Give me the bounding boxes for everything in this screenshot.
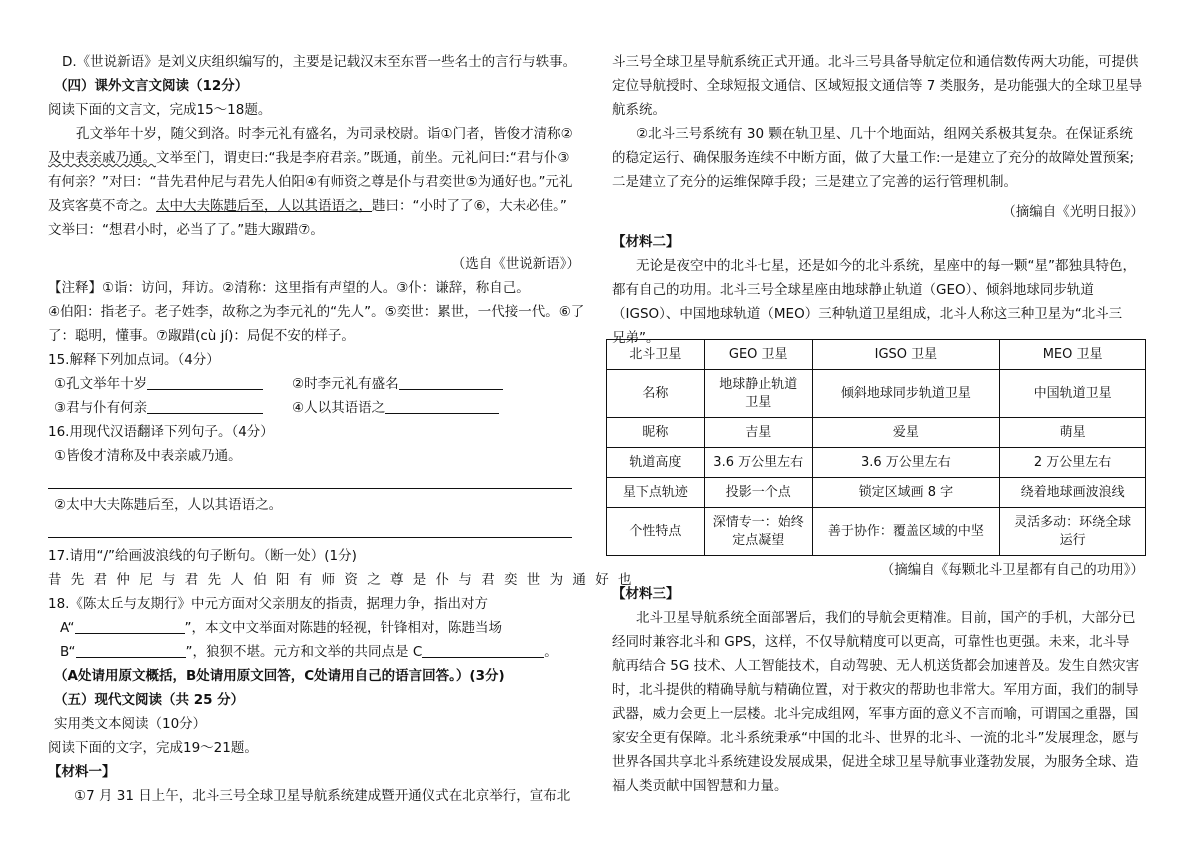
material-3-line-2: 经同时兼容北斗和 GPS，这样，不仅导航精度可以更高，可靠性也更强。未来，北斗导	[612, 634, 1130, 650]
material-1-heading: 【材料一】	[48, 764, 116, 780]
answer-blank-b[interactable]	[76, 643, 186, 658]
material-3-heading: 【材料三】	[612, 586, 680, 602]
material-3-line-1: 北斗卫星导航系统全面部署后，我们的导航会更精准。目前，国产的手机，大部分已	[636, 610, 1136, 626]
q15-row-1: ①孔文举年十岁 ②时李元礼有盛名	[48, 372, 594, 396]
table-cell: 倾斜地球同步轨道卫星	[812, 370, 1000, 418]
table-header-cell: IGSO 卫星	[812, 340, 1000, 370]
right-column-lower	[612, 558, 1152, 798]
material-1-line-3: 定位导航授时、全球短报文通信、区域短报文通信等 7 类服务，是功能强大的全球卫星导	[612, 78, 1143, 94]
material-2-line-4: 兄弟”。	[612, 330, 660, 346]
table-cell: 锁定区域画 8 字	[812, 478, 1000, 508]
answer-blank[interactable]	[399, 375, 503, 390]
passage-line-3: 有何亲？”对曰：“昔先君仲尼与君先人伯阳④有师资之尊是仆与君奕世⑤为通好也。”元礼	[48, 174, 573, 190]
notes-line-2: ④伯阳：指老子。老子姓李，故称之为李元礼的“先人”。⑤奕世：累世，一代接一代。⑥了	[48, 304, 585, 320]
table-cell: 善于协作：覆盖区域的中坚	[812, 508, 1000, 556]
material-2-line-2: 都有自己的功用。北斗三号全球星座由地球静止轨道（GEO）、倾斜地球同步轨道	[612, 282, 1094, 298]
question-16: 16.用现代汉语翻译下列句子。（4分）	[48, 424, 274, 440]
passage-source: （选自《世说新语》）	[451, 256, 580, 272]
table-header-row	[607, 340, 1146, 370]
table-cell: 3.6 万公里左右	[812, 448, 1000, 478]
table-cell: 灵活多动：环绕全球运行	[1000, 508, 1146, 556]
q18-note: （A处请用原文概括，B处请用原文回答，C处请用自己的语言回答。）(3分)	[54, 668, 505, 684]
q17-sentence: 昔先君仲尼与君先人伯阳有师资之尊是仆与君奕世为通好也	[48, 572, 641, 588]
material-1-line-4: 航系统。	[612, 102, 666, 118]
table-header-cell: GEO 卫星	[704, 340, 812, 370]
reading-intro: 阅读下面的文言文，完成15～18题。	[48, 102, 272, 118]
passage-line-1: 孔文举年十岁，随父到洛。时李元礼有盛名，为司录校尉。诣①门者，皆俊才清称②	[76, 126, 573, 142]
material-3-line-5: 武器，威力会更上一层楼。北斗完成组网，军事方面的意义不言而喻，可谓国之重器，国	[612, 706, 1139, 722]
table-cell: 2 万公里左右	[1000, 448, 1146, 478]
beidou-satellite-table	[606, 339, 1146, 556]
table-cell: 深情专一：始终定点凝望	[704, 508, 812, 556]
material-3-line-8: 福人类贡献中国智慧和力量。	[612, 778, 788, 794]
material-3-line-6: 家安全更有保障。北斗系统秉承“中国的北斗、世界的北斗、一流的北斗”发展理念，愿与	[612, 730, 1139, 746]
answer-blank-a[interactable]	[75, 619, 185, 634]
reading-intro-2: 阅读下面的文字，完成19～21题。	[48, 740, 258, 756]
table-cell: 绕着地球画波浪线	[1000, 478, 1146, 508]
table-row	[607, 418, 1146, 448]
passage-line-4: 及宾客莫不奇之。太中大夫陈韪后至，人以其语语之，韪曰：“小时了了⑥，大未必佳。”	[48, 198, 567, 214]
underlined-sentence: 太中大夫陈韪后至，人以其语语之，	[156, 198, 372, 214]
right-column	[612, 50, 1152, 350]
q16-sentence-2: ②太中大夫陈韪后至，人以其语语之。	[54, 497, 283, 513]
table-cell: 地球静止轨道卫星	[704, 370, 812, 418]
passage-line-2: 及中表亲戚乃通。文举至门，谓吏曰:“我是李府君亲。”既通，前坐。元礼问曰:“君与仆③	[48, 150, 570, 166]
answer-blank[interactable]	[385, 399, 499, 414]
table-cell: 投影一个点	[704, 478, 812, 508]
answer-line[interactable]	[48, 488, 572, 489]
question-18: 18.《陈太丘与友期行》中元方面对父亲朋友的指责，据理力争，指出对方	[48, 596, 488, 612]
table-cell: 3.6 万公里左右	[704, 448, 812, 478]
notes-line-1: 【注释】①诣：访问，拜访。②清称：这里指有声望的人。③仆：谦辞，称自己。	[48, 280, 530, 296]
material-2-source: （摘编自《每颗北斗卫星都有自己的功用》）	[880, 562, 1144, 578]
section-5-heading: （五）现代文阅读（共 25 分）	[54, 692, 245, 708]
table-cell: 个性特点	[607, 508, 705, 556]
material-2-line-1: 无论是夜空中的北斗七星，还是如今的北斗系统，星座中的每一颗“星”都独具特色，	[636, 258, 1136, 274]
table-header-cell: 北斗卫星	[607, 340, 705, 370]
table-cell: 吉星	[704, 418, 812, 448]
table-row	[607, 508, 1146, 556]
table-row	[607, 448, 1146, 478]
table-row	[607, 478, 1146, 508]
table-cell: 名称	[607, 370, 705, 418]
material-3-line-3: 航再结合 5G 技术、人工智能技术，自动驾驶、无人机送货都会加速普及。发生自然灾害	[612, 658, 1140, 674]
question-15: 15.解释下列加点词。（4分）	[48, 352, 220, 368]
answer-blank[interactable]	[147, 375, 263, 390]
section-4-heading: （四）课外文言文阅读（12分）	[54, 78, 249, 94]
table-cell: 爱星	[812, 418, 1000, 448]
notes-line-3: 了：聪明，懂事。⑦踧踖(cù jí)：局促不安的样子。	[48, 328, 355, 344]
answer-blank-c[interactable]	[422, 643, 544, 658]
table-header-cell: MEO 卫星	[1000, 340, 1146, 370]
table-cell: 轨道高度	[607, 448, 705, 478]
material-2-line-3: （IGSO）、中国地球轨道（MEO）三种轨道卫星组成，北斗人称这三种卫星为“北斗三	[612, 306, 1123, 322]
material-1-source: （摘编自《光明日报》）	[1002, 204, 1144, 220]
material-1-line-2: 斗三号全球卫星导航系统正式开通。北斗三号具备导航定位和通信数传两大功能，可提供	[612, 54, 1139, 70]
option-d: D.《世说新语》是刘义庆组织编写的，主要是记载汉末至东晋一些名士的言行与轶事。	[62, 54, 577, 70]
passage-line-5: 文举曰：“想君小时，必当了了。”韪大踧踖⑦。	[48, 222, 324, 238]
practical-heading: 实用类文本阅读（10分）	[54, 716, 207, 732]
q18-line-b: B“ ”，狼狈不堪。元方和文举的共同点是 C 。	[60, 644, 558, 660]
wavy-sentence-1: 及中表亲戚乃通。	[48, 150, 156, 166]
material-1-line-5: ②北斗三号系统有 30 颗在轨卫星、几十个地面站，组网关系极其复杂。在保证系统	[636, 126, 1133, 142]
q15-row-2: ③君与仆有何亲 ④人以其语语之	[48, 396, 594, 420]
q18-line-a: A“ ”，本文中文举面对陈韪的轻视，针锋相对，陈韪当场	[60, 620, 502, 636]
q16-sentence-1: ①皆俊才清称及中表亲戚乃通。	[54, 448, 242, 464]
answer-line[interactable]	[48, 537, 572, 538]
material-3-line-4: 时，北斗提供的精确导航与精确位置，对于救灾的帮助也非常大。军用方面，我们的制导	[612, 682, 1139, 698]
table-cell: 中国轨道卫星	[1000, 370, 1146, 418]
material-1-line-6: 的稳定运行、确保服务连续不中断方面，做了大量工作:一是建立了充分的故障处置预案;	[612, 150, 1135, 166]
material-1-line-1: ①7 月 31 日上午，北斗三号全球卫星导航系统建成暨开通仪式在北京举行，宣布北	[74, 788, 571, 804]
material-1-line-7: 二是建立了充分的运维保障手段；三是建立了完善的运行管理机制。	[612, 174, 1017, 190]
table-row	[607, 370, 1146, 418]
material-3-line-7: 世界各国共享北斗系统建设发展成果，促进全球卫星导航事业蓬勃发展，为服务全球、造	[612, 754, 1139, 770]
question-17: 17.请用“/”给画波浪线的句子断句。（断一处）(1分)	[48, 548, 357, 564]
table-cell: 萌星	[1000, 418, 1146, 448]
table-cell: 星下点轨迹	[607, 478, 705, 508]
answer-blank[interactable]	[147, 399, 263, 414]
material-2-heading: 【材料二】	[612, 234, 680, 250]
table-cell: 昵称	[607, 418, 705, 448]
